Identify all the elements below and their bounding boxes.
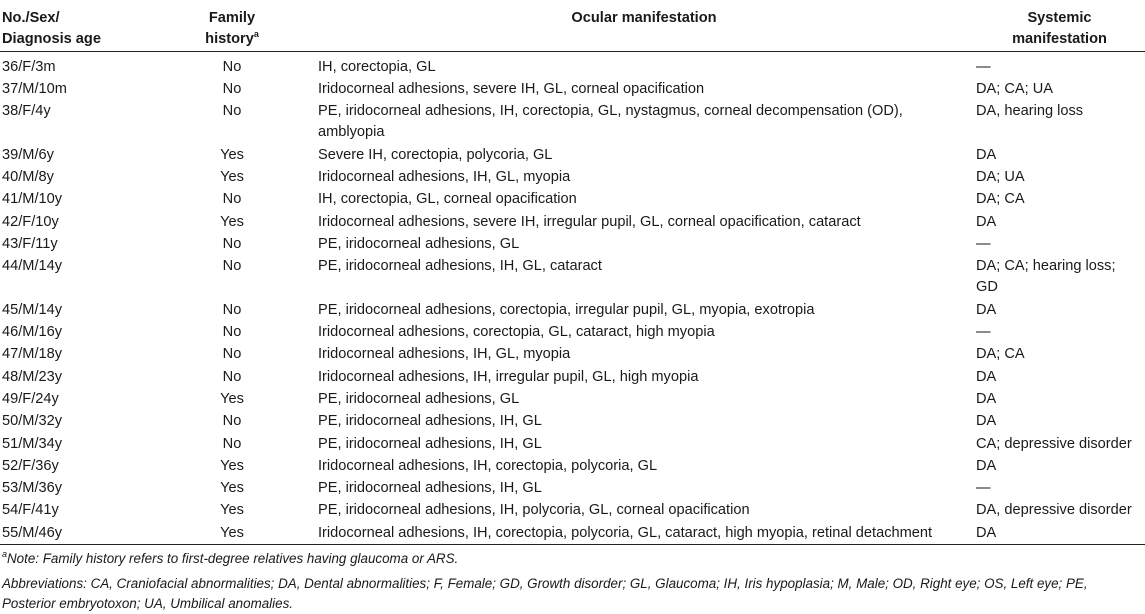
cell-patient-id: 55/M/46y — [2, 524, 63, 541]
cell-ocular-manifestation: PE, iridocorneal adhesions, IH, GL, cataract — [318, 258, 602, 275]
cell-patient-id: 37/M/10m — [2, 80, 67, 97]
cell-family-history: Yes — [220, 390, 244, 407]
cell-family-history: No — [222, 58, 242, 75]
cell-patient-id: 47/M/18y — [2, 346, 63, 363]
table-footnotes — [0, 545, 1145, 614]
table-row — [0, 343, 1145, 365]
table-row — [0, 211, 1145, 233]
cell-family-history: No — [222, 346, 242, 363]
cell-patient-id: 50/M/32y — [2, 413, 63, 430]
cell-patient-id: 40/M/8y — [2, 168, 54, 185]
cell-systemic-manifestation: DA; CA — [976, 346, 1025, 363]
cell-systemic-manifestation: — — [976, 480, 991, 497]
cell-patient-id: 49/F/24y — [2, 390, 59, 407]
cell-family-history: No — [222, 368, 242, 385]
cell-family-history: No — [222, 191, 242, 208]
cell-patient-id: 54/F/41y — [2, 502, 59, 519]
table-row — [0, 499, 1145, 521]
table-row — [0, 410, 1145, 432]
table-row — [0, 144, 1145, 166]
cell-systemic-manifestation: DA — [976, 368, 997, 385]
table-row — [0, 433, 1145, 455]
table-row — [0, 366, 1145, 388]
cell-ocular-manifestation: Iridocorneal adhesions, IH, GL, myopia — [318, 346, 571, 363]
cell-family-history: No — [222, 413, 242, 430]
cell-family-history: Yes — [220, 502, 244, 519]
cell-patient-id: 36/F/3m — [2, 58, 56, 75]
cell-patient-id: 48/M/23y — [2, 368, 63, 385]
header-no-sex-age-line2: Diagnosis age — [2, 31, 101, 47]
cell-ocular-manifestation: PE, iridocorneal adhesions, corectopia, irregular pupil, GL, myopia, exotropia — [318, 301, 815, 318]
table-row — [0, 388, 1145, 410]
cell-family-history: No — [222, 103, 242, 120]
cell-systemic-manifestation: — — [976, 324, 991, 341]
cell-systemic-manifestation: DA; CA; UA — [976, 80, 1054, 97]
table-row — [0, 233, 1145, 255]
cell-systemic-manifestation: DA; UA — [976, 168, 1025, 185]
cell-ocular-manifestation: PE, iridocorneal adhesions, IH, GL — [318, 413, 542, 430]
cell-patient-id: 41/M/10y — [2, 191, 63, 208]
cell-ocular-manifestation: Iridocorneal adhesions, IH, corectopia, polycoria, GL — [318, 457, 658, 474]
cell-family-history: Yes — [220, 213, 244, 230]
cell-ocular-manifestation: IH, corectopia, GL, corneal opacification — [318, 191, 577, 208]
cell-patient-id: 52/F/36y — [2, 457, 59, 474]
cell-patient-id: 46/M/16y — [2, 324, 63, 341]
cell-family-history: No — [222, 301, 242, 318]
table-body — [0, 51, 1145, 545]
cell-ocular-manifestation: PE, iridocorneal adhesions, GL — [318, 390, 520, 407]
cell-family-history: No — [222, 258, 242, 275]
cell-ocular-manifestation: PE, iridocorneal adhesions, IH, GL — [318, 480, 542, 497]
cell-ocular-manifestation: Severe IH, corectopia, polycoria, GL — [318, 146, 553, 163]
cell-systemic-manifestation: DA — [976, 457, 997, 474]
header-ocular-manifestation: Ocular manifestation — [571, 10, 717, 26]
cell-family-history: Yes — [220, 457, 244, 474]
cell-systemic-manifestation: DA — [976, 413, 997, 430]
cell-systemic-manifestation: CA; depressive disorder — [976, 435, 1132, 452]
header-systemic-manifestation — [974, 0, 1145, 51]
cell-systemic-manifestation: DA, depressive disorder — [976, 502, 1132, 519]
table-row — [0, 299, 1145, 321]
header-no-sex-age — [0, 0, 150, 51]
cell-systemic-manifestation: DA — [976, 213, 997, 230]
cell-systemic-manifestation: — — [976, 235, 991, 252]
family-history-note-text: Note: Family history refers to first-degree relatives having glaucoma or ARS. — [7, 551, 459, 567]
cell-ocular-manifestation: PE, iridocorneal adhesions, IH, corectopia, GL, nystagmus, corneal decompensation (OD), amblyopia — [318, 103, 903, 141]
cell-ocular-manifestation: Iridocorneal adhesions, IH, corectopia, polycoria, GL, cataract, high myopia, retinal detachment — [318, 524, 933, 541]
cell-patient-id: 38/F/4y — [2, 103, 51, 120]
cell-systemic-manifestation: — — [976, 58, 991, 75]
cell-ocular-manifestation: PE, iridocorneal adhesions, IH, polycoria, GL, corneal opacification — [318, 502, 750, 519]
note-footnote-mark: a — [2, 549, 8, 560]
cell-ocular-manifestation: PE, iridocorneal adhesions, IH, GL — [318, 435, 542, 452]
cell-family-history: Yes — [220, 524, 244, 541]
table-row — [0, 255, 1145, 299]
cell-systemic-manifestation: DA; CA; hearing loss; GD — [976, 258, 1116, 296]
cell-systemic-manifestation: DA; CA — [976, 191, 1025, 208]
header-family-history — [150, 0, 314, 51]
header-systemic-line1: Systemic — [1027, 10, 1092, 26]
header-no-sex-age-line1: No./Sex/ — [2, 10, 60, 26]
header-row — [0, 0, 1145, 51]
header-family-history-line2: history — [205, 31, 254, 47]
cell-ocular-manifestation: Iridocorneal adhesions, severe IH, irregular pupil, GL, corneal opacification, cataract — [318, 213, 861, 230]
cell-family-history: Yes — [220, 146, 244, 163]
table-row — [0, 188, 1145, 210]
table-row — [0, 455, 1145, 477]
cell-patient-id: 51/M/34y — [2, 435, 63, 452]
cell-ocular-manifestation: Iridocorneal adhesions, IH, GL, myopia — [318, 168, 571, 185]
cell-systemic-manifestation: DA — [976, 301, 997, 318]
cell-family-history: No — [222, 435, 242, 452]
cell-patient-id: 45/M/14y — [2, 301, 63, 318]
abbreviations-note: Abbreviations: CA, Craniofacial abnormalities; DA, Dental abnormalities; F, Female; GD, Growth disorder; GL, Glaucoma; IH, Iris hypoplasia; M, Male; OD, Right eye; OS, Left eye; PE, Posterior embryotoxon; UA, Umbilical anomalies. — [2, 576, 1088, 612]
table-row — [0, 166, 1145, 188]
cell-ocular-manifestation: Iridocorneal adhesions, severe IH, GL, corneal opacification — [318, 80, 705, 97]
table-row — [0, 78, 1145, 100]
cell-patient-id: 43/F/11y — [2, 235, 58, 252]
cell-patient-id: 53/M/36y — [2, 480, 63, 497]
table-header — [0, 0, 1145, 51]
cell-family-history: Yes — [220, 168, 244, 185]
cell-ocular-manifestation: IH, corectopia, GL — [318, 58, 436, 75]
table-row — [0, 522, 1145, 545]
cell-ocular-manifestation: Iridocorneal adhesions, IH, irregular pupil, GL, high myopia — [318, 368, 699, 385]
table-row — [0, 100, 1145, 144]
cell-family-history: Yes — [220, 480, 244, 497]
table-row — [0, 321, 1145, 343]
cell-systemic-manifestation: DA — [976, 146, 997, 163]
table-row — [0, 477, 1145, 499]
cell-patient-id: 39/M/6y — [2, 146, 54, 163]
family-history-note — [2, 549, 1143, 569]
cell-systemic-manifestation: DA, hearing loss — [976, 103, 1084, 120]
cell-ocular-manifestation: Iridocorneal adhesions, corectopia, GL, cataract, high myopia — [318, 324, 715, 341]
cell-family-history: No — [222, 80, 242, 97]
header-family-history-footnote-mark: a — [253, 29, 259, 39]
cell-systemic-manifestation: DA — [976, 390, 997, 407]
header-systemic-line2: manifestation — [1012, 31, 1107, 47]
cell-ocular-manifestation: PE, iridocorneal adhesions, GL — [318, 235, 520, 252]
cell-systemic-manifestation: DA — [976, 524, 997, 541]
table-row — [0, 51, 1145, 78]
cell-family-history: No — [222, 235, 242, 252]
cell-patient-id: 42/F/10y — [2, 213, 59, 230]
cell-family-history: No — [222, 324, 242, 341]
cell-patient-id: 44/M/14y — [2, 258, 63, 275]
header-family-history-line1: Family — [208, 10, 256, 26]
